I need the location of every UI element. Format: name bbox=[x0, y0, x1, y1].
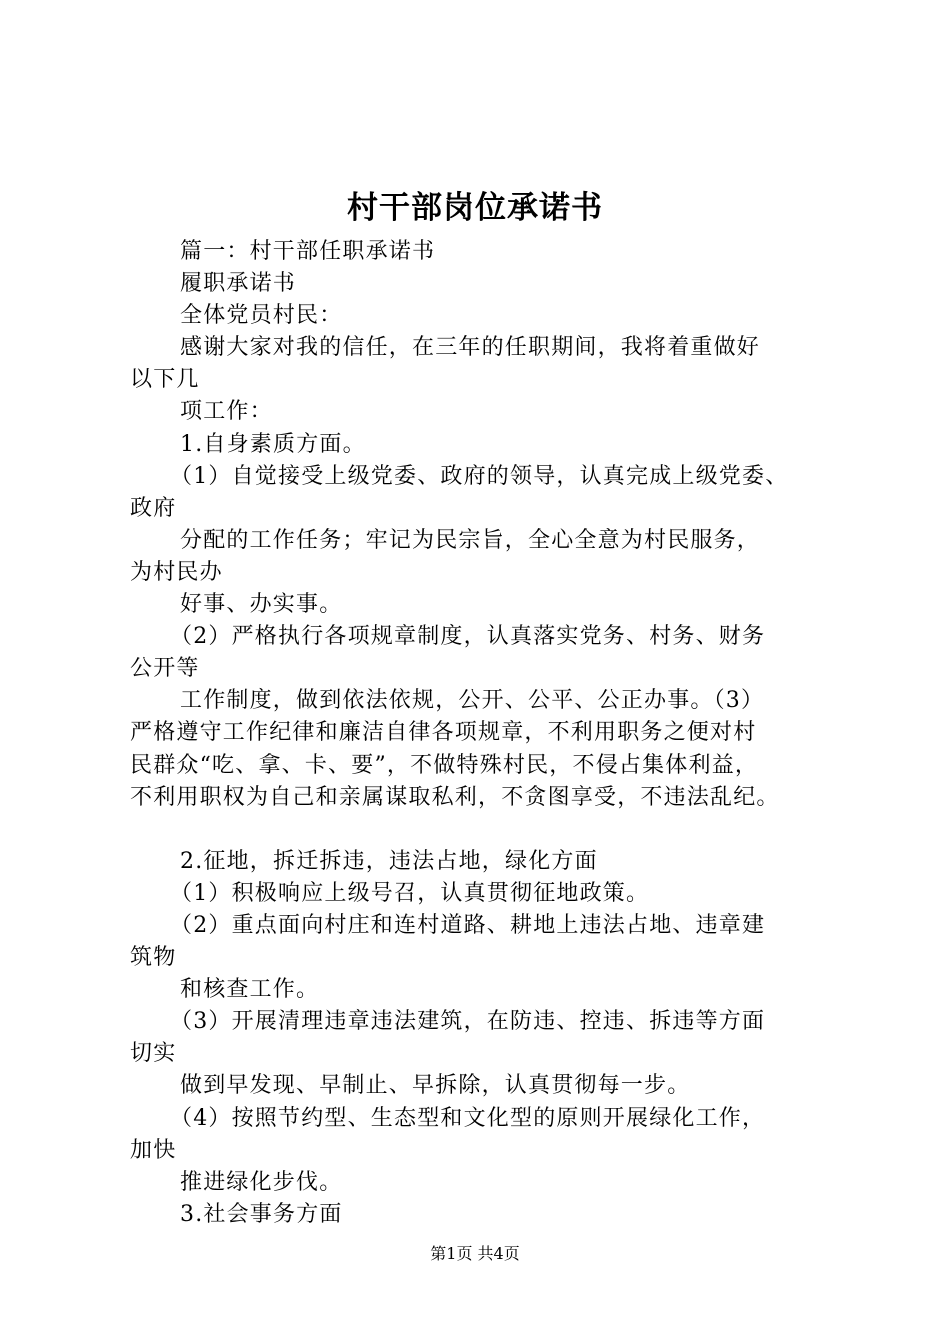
paragraph-line: 做到早发现、早制止、早拆除，认真贯彻每一步。 bbox=[180, 1073, 691, 1099]
paragraph-line: 项工作： bbox=[180, 399, 273, 425]
paragraph-line: （3）开展清理违章违法建筑，在防违、控违、拆违等方面 bbox=[170, 1009, 766, 1035]
paragraph-line: 筑物 bbox=[130, 945, 177, 971]
paragraph-line: 推进绿化步伐。 bbox=[180, 1169, 343, 1195]
paragraph-line: （1）积极响应上级号召，认真贯彻征地政策。 bbox=[170, 880, 650, 906]
paragraph-line: 和核查工作。 bbox=[180, 977, 320, 1003]
paragraph-line: 为村民办 bbox=[130, 559, 223, 585]
paragraph-line: 不利用职权为自己和亲属谋取私利，不贪图享受，不违法乱纪。 bbox=[130, 784, 780, 810]
item-heading: 3.社会事务方面 bbox=[180, 1201, 343, 1227]
paragraph-line: 严格遵守工作纪律和廉洁自律各项规章，不利用职务之便对村 bbox=[130, 720, 757, 746]
page-footer: 第1页 共4页 bbox=[430, 1244, 520, 1263]
paragraph-line: （2）严格执行各项规章制度，认真落实党务、村务、财务 bbox=[170, 624, 766, 650]
paragraph-line: 好事、办实事。 bbox=[180, 592, 343, 618]
paragraph-line: 政府 bbox=[130, 495, 177, 521]
paragraph-line: 感谢大家对我的信任，在三年的任职期间，我将着重做好 bbox=[180, 335, 761, 361]
document-body bbox=[130, 236, 850, 1231]
paragraph-line: （4）按照节约型、生态型和文化型的原则开展绿化工作， bbox=[170, 1105, 766, 1131]
paragraph-line: 加快 bbox=[130, 1137, 177, 1163]
section-heading: 篇一：村干部任职承诺书 bbox=[180, 239, 436, 264]
paragraph-line: 公开等 bbox=[130, 656, 200, 682]
document-title: 村干部岗位承诺书 bbox=[347, 190, 603, 226]
paragraph-line: 分配的工作任务；牢记为民宗旨，全心全意为村民服务， bbox=[180, 527, 761, 553]
blank-line bbox=[130, 814, 850, 846]
paragraph-line: 民群众“吃、拿、卡、要”，不做特殊村民，不侵占集体利益， bbox=[130, 752, 759, 778]
subtitle: 履职承诺书 bbox=[180, 271, 297, 297]
item-heading: 2.征地，拆迁拆违，违法占地，绿化方面 bbox=[180, 848, 598, 874]
salutation: 全体党员村民： bbox=[180, 303, 343, 329]
paragraph-line: 以下几 bbox=[130, 367, 200, 393]
paragraph-line: 切实 bbox=[130, 1041, 177, 1067]
paragraph-line: （2）重点面向村庄和连村道路、耕地上违法占地、违章建 bbox=[170, 912, 766, 938]
item-heading: 1.自身素质方面。 bbox=[180, 431, 366, 457]
paragraph-line: 工作制度，做到依法依规，公开、公平、公正办事。（3） bbox=[180, 688, 765, 714]
paragraph-line: （1）自觉接受上级党委、政府的领导，认真完成上级党委、 bbox=[170, 463, 789, 489]
